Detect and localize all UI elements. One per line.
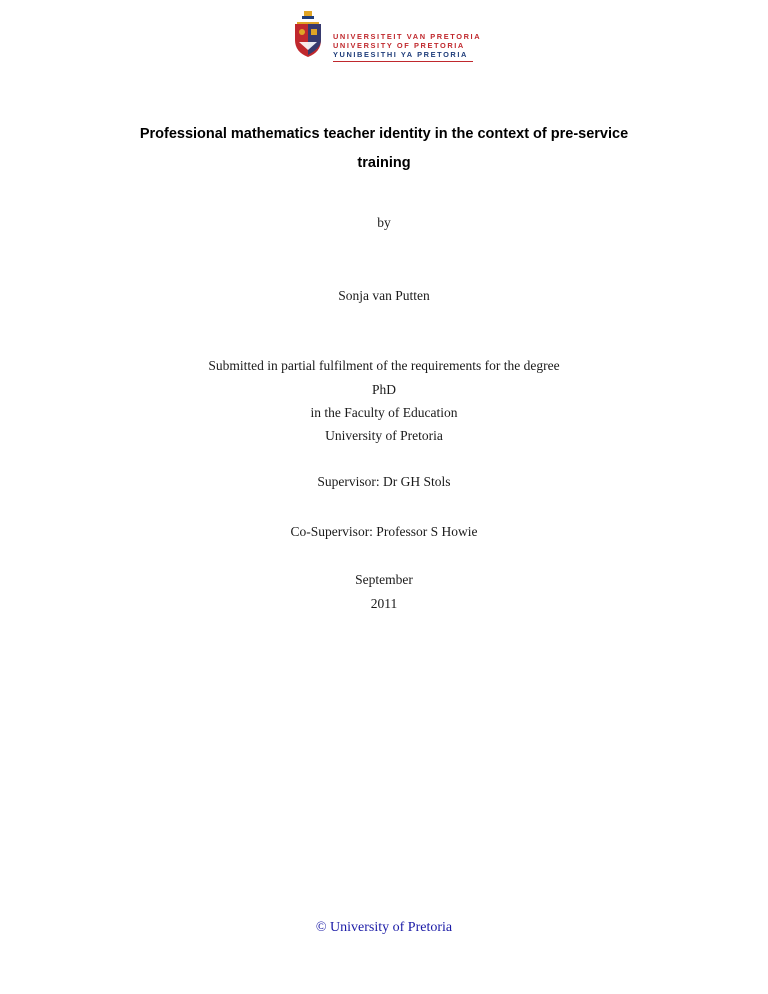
logo-text-afrikaans: UNIVERSITEIT VAN PRETORIA — [333, 32, 482, 41]
supervisor: Supervisor: Dr GH Stols — [317, 474, 451, 489]
logo-text-english: UNIVERSITY OF PRETORIA — [333, 41, 465, 50]
degree: PhD — [371, 382, 396, 397]
submission-year: 2011 — [370, 596, 398, 611]
university: University of Pretoria — [325, 428, 443, 443]
logo-divider — [333, 61, 473, 62]
by-label: by — [377, 215, 391, 230]
author-name: Sonja van Putten — [338, 288, 430, 303]
co-supervisor: Co-Supervisor: Professor S Howie — [290, 524, 478, 539]
university-logo — [291, 10, 482, 60]
submission-statement: Submitted in partial fulfilment of the requirements for the degree — [208, 358, 560, 373]
thesis-title-line-1: Professional mathematics teacher identity in the context of pre-service — [139, 126, 629, 142]
submission-month: September — [355, 572, 413, 587]
thesis-title-line-2: training — [357, 155, 411, 171]
crest-icon — [291, 10, 325, 58]
logo-text-sepedi: YUNIBESITHI YA PRETORIA — [333, 50, 468, 59]
copyright-footer: © University of Pretoria — [315, 920, 453, 935]
faculty: in the Faculty of Education — [310, 405, 458, 420]
